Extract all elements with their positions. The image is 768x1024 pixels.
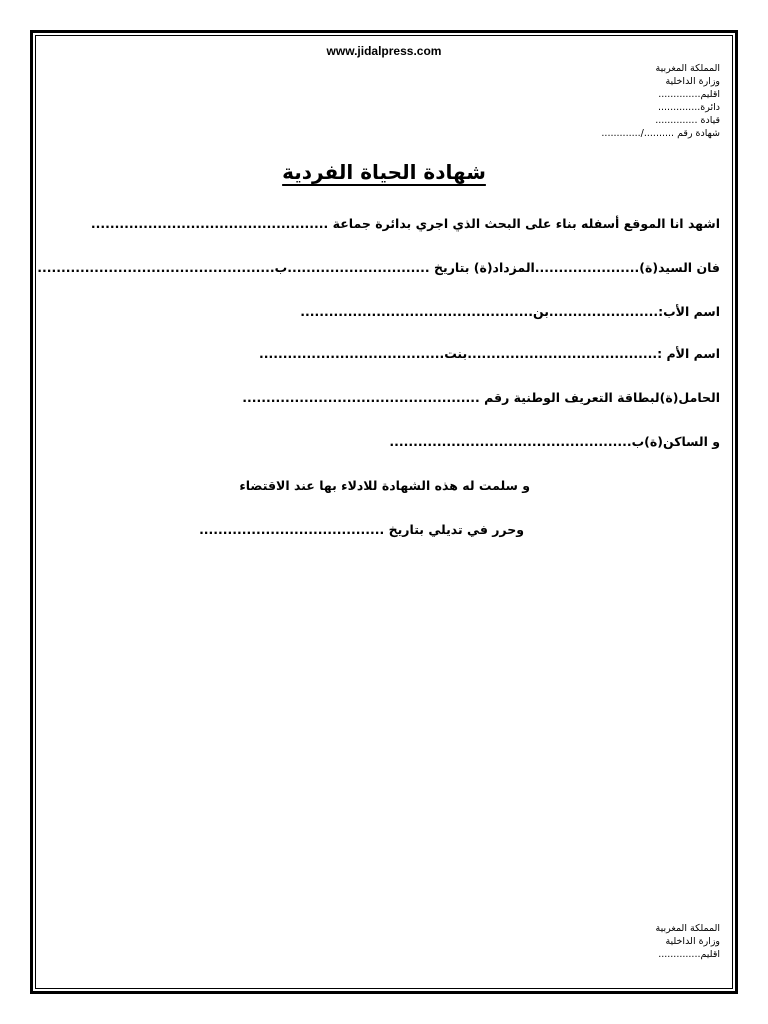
header-line-caidat: قيادة .............. [655,115,720,126]
body-line-national-id: الحامل(ة)لبطاقة التعريف الوطنية رقم .................................................. [242,390,720,405]
footer-line-ministry: وزارة الداخلية [665,936,720,947]
header-line-kingdom: المملكة المغربية [655,63,720,74]
body-line-father-name: اسم الأب:.......................بن................................................. [300,304,720,319]
header-line-circle: دائرة.............. [657,102,720,113]
document-title-text: شهادة الحياة الفردية [282,160,486,184]
header-line-province: اقليم.............. [658,89,720,100]
header-line-certificate-number: شهادة رقم ........../............. [601,128,720,139]
document-title [0,160,768,184]
website-url: www.jidalpress.com [326,44,442,58]
body-line-signed-date: وحرر في تديلي بتاريخ ....................................... [199,522,524,537]
footer-line-province: اقليم.............. [658,949,720,960]
footer-block [490,922,720,961]
body-line-person-birth: فان السيد(ة)......................المزداد(ة) بتاريخ ..............................ب.................................................. [37,260,720,275]
footer-line-kingdom: المملكة المغربية [655,923,720,934]
body-line-delivery: و سلمت له هذه الشهادة للادلاء بها عند الاقتضاء [239,478,530,493]
body-line-mother-name: اسم الأم :........................................بنت....................................... [259,346,720,361]
body-line-attestation: اشهد انا الموقع أسفله بناء على البحث الذي اجري بدائرة جماعة .................................................. [90,216,720,231]
header-line-ministry: وزارة الداخلية [665,76,720,87]
header-block [490,62,720,140]
body-line-residence: و الساكن(ة)ب................................................... [389,434,720,449]
